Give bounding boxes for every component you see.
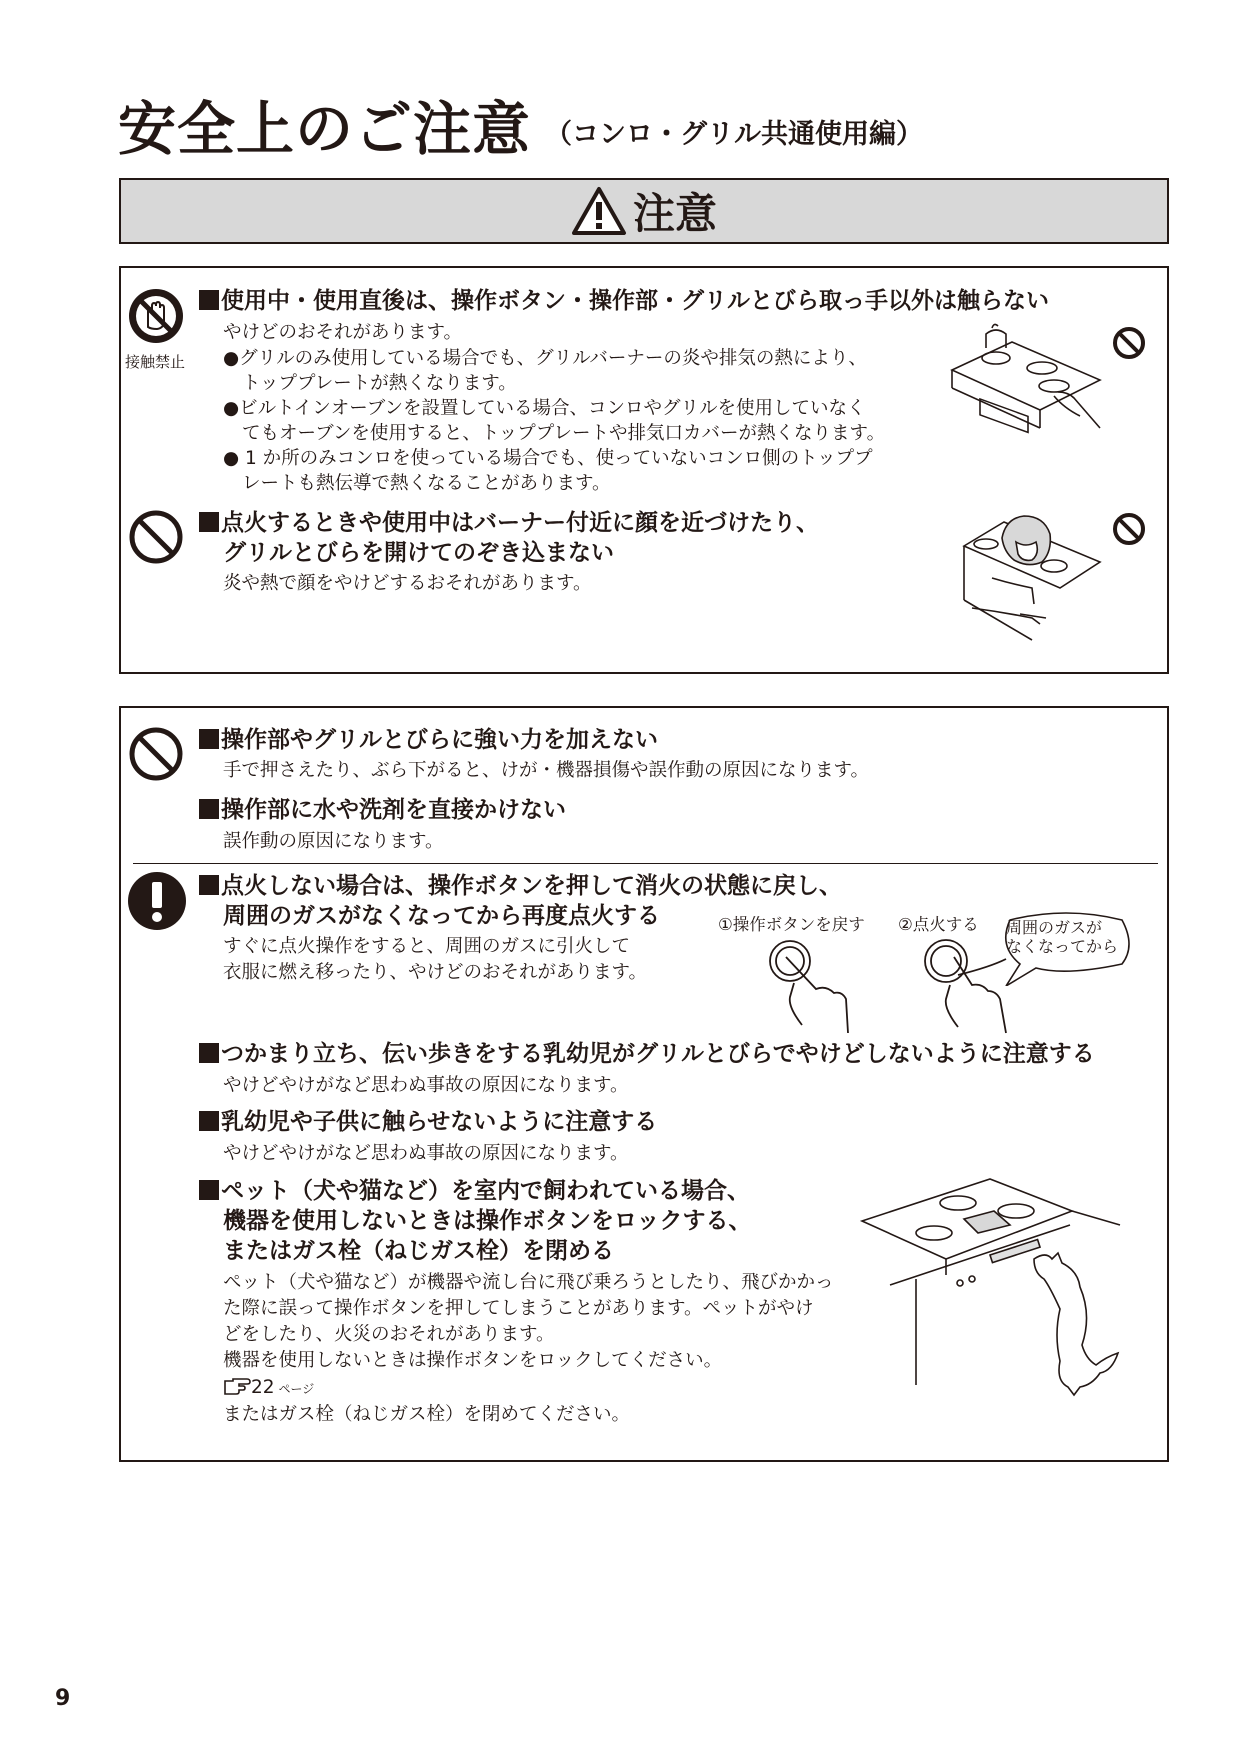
- bullet-item: [223, 346, 867, 396]
- heading-text: 使用中・使用直後は、操作ボタン・操作部・グリルとびら取っ手以外は触らない: [221, 288, 1049, 314]
- item-heading: [199, 1039, 1095, 1069]
- item-heading: [199, 286, 1049, 316]
- heading-text: つかまり立ち、伝い歩きをする乳幼児がグリルとびらでやけどしないように注意する: [221, 1041, 1095, 1067]
- face-near-burner-illustration: [962, 508, 1102, 658]
- page-reference[interactable]: [223, 1375, 314, 1402]
- item-body: やけどやけがなど思わぬ事故の原因になります。: [223, 1075, 629, 1096]
- page-title: [118, 82, 923, 166]
- reference-page-unit: ページ: [278, 1382, 315, 1396]
- bullet-line: ●グリルのみ使用している場合でも、グリルバーナーの炎や排気の熱により、: [223, 348, 867, 369]
- item-body: 機器を使用しないときは操作ボタンをロックしてください。: [223, 1350, 723, 1371]
- step-1-caption: ①操作ボタンを戻す: [718, 915, 865, 934]
- item-body: 衣服に燃え移ったり、やけどのおそれがあります。: [223, 962, 648, 983]
- square-bullet-icon: [199, 1111, 219, 1131]
- pointing-hand-icon: [223, 1377, 251, 1395]
- cooktop-touch-illustration: [950, 322, 1110, 442]
- exclamation-icon: [127, 871, 187, 931]
- item-heading: [199, 1176, 750, 1206]
- square-bullet-icon: [199, 512, 219, 532]
- section-divider: [133, 863, 1158, 864]
- square-bullet-icon: [199, 729, 219, 749]
- bullet-item: [223, 396, 885, 446]
- page-title-main: 安全上のご注意: [118, 95, 532, 163]
- page-title-sub: （コンロ・グリル共通使用編）: [545, 119, 924, 150]
- square-bullet-icon: [199, 290, 219, 310]
- item-heading-cont: 周囲のガスがなくなってから再度点火する: [223, 903, 660, 929]
- no-touch-icon: [127, 287, 185, 345]
- square-bullet-icon: [199, 875, 219, 895]
- caution-banner: [119, 178, 1169, 244]
- bullet-item: [223, 446, 873, 496]
- item-heading-cont: グリルとびらを開けてのぞき込まない: [223, 540, 614, 566]
- item-heading: [199, 795, 566, 825]
- item-body: やけどのおそれがあります。: [223, 322, 463, 343]
- prohibition-icon: [1112, 512, 1146, 546]
- pressing-button-illustration: [760, 935, 1040, 1037]
- bullet-line: ●ビルトインオーブンを設置している場合、コンロやグリルを使用していなく: [223, 398, 866, 419]
- step-2-caption: ②点火する: [898, 915, 979, 934]
- square-bullet-icon: [199, 1180, 219, 1200]
- item-heading: [199, 1107, 657, 1137]
- heading-text: 乳幼児や子供に触らせないように注意する: [221, 1109, 658, 1135]
- no-touch-caption: 接触禁止: [125, 353, 186, 371]
- prohibition-icon: [1112, 326, 1146, 360]
- item-heading: [199, 508, 819, 538]
- bullet-line: ● 1 か所のみコンロを使っている場合でも、使っていないコンロ側のトッププ: [223, 448, 873, 469]
- item-heading: [199, 725, 658, 755]
- heading-text: 点火しない場合は、操作ボタンを押して消火の状態に戻し、: [221, 873, 842, 899]
- item-body: た際に誤って操作ボタンを押してしまうことがあります。ペットがやけ: [223, 1298, 814, 1319]
- item-body: ペット（犬や猫など）が機器や流し台に飛び乗ろうとしたり、飛びかかっ: [223, 1272, 834, 1293]
- warning-triangle-icon: [571, 186, 627, 236]
- heading-text: ペット（犬や猫など）を室内で飼われている場合、: [221, 1178, 750, 1204]
- cat-cooktop-illustration: [860, 1175, 1138, 1400]
- item-body: 炎や熱で顔をやけどするおそれがあります。: [223, 573, 592, 594]
- item-body: 誤作動の原因になります。: [223, 831, 444, 852]
- item-body: どをしたり、火災のおそれがあります。: [223, 1324, 555, 1345]
- prohibition-icon: [127, 508, 185, 566]
- item-body: やけどやけがなど思わぬ事故の原因になります。: [223, 1143, 629, 1164]
- item-body: またはガス栓（ねじガス栓）を閉めてください。: [223, 1404, 631, 1425]
- bullet-line: トッププレートが熱くなります。: [242, 373, 517, 394]
- heading-text: 操作部やグリルとびらに強い力を加えない: [221, 727, 658, 753]
- speech-bubble-line: なくなってから: [1006, 937, 1119, 956]
- bullet-line: てもオーブンを使用すると、トッププレートや排気口カバーが熱くなります。: [242, 423, 886, 444]
- speech-bubble-line: 周囲のガスが: [1006, 918, 1103, 937]
- item-body: すぐに点火操作をすると、周囲のガスに引火して: [223, 936, 631, 957]
- caution-label: 注意: [632, 189, 717, 238]
- reference-page-number: 22: [251, 1377, 275, 1398]
- square-bullet-icon: [199, 799, 219, 819]
- item-body: 手で押さえたり、ぶら下がると、けが・機器損傷や誤作動の原因になります。: [223, 760, 870, 781]
- item-heading-cont: またはガス栓（ねじガス栓）を閉める: [223, 1238, 614, 1264]
- page-number: 9: [55, 1686, 71, 1711]
- square-bullet-icon: [199, 1043, 219, 1063]
- item-heading: [199, 871, 842, 901]
- item-heading-cont: 機器を使用しないときは操作ボタンをロックする、: [223, 1208, 752, 1234]
- heading-text: 操作部に水や洗剤を直接かけない: [221, 797, 566, 823]
- bullet-line: レートも熱伝導で熱くなることがあります。: [242, 473, 611, 494]
- heading-text: 点火するときや使用中はバーナー付近に顔を近づけたり、: [221, 510, 819, 536]
- prohibition-icon: [127, 725, 185, 783]
